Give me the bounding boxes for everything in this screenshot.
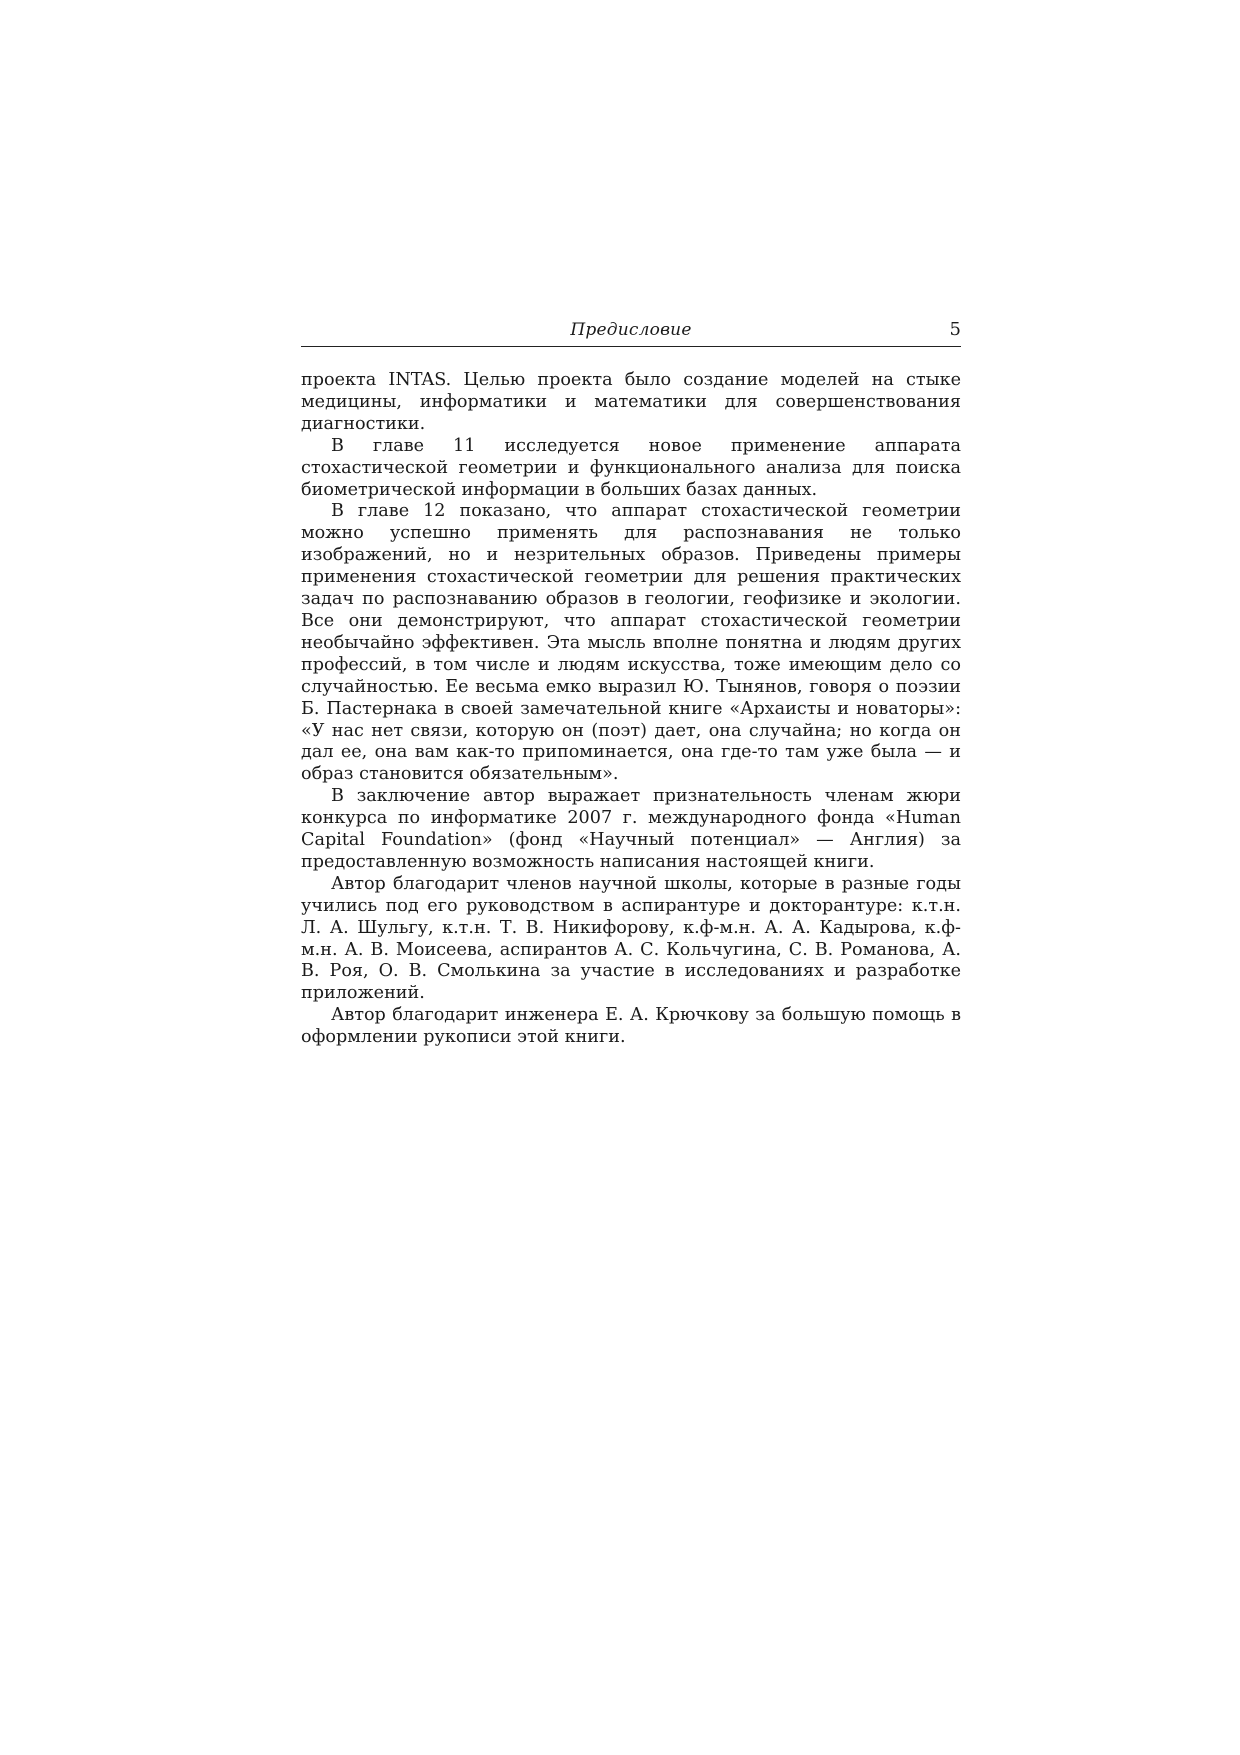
paragraph-chapter-11: В главе 11 исследуется новое применение аппарата стохастической геометрии и функционального анализа для поиска биометрической информации в больших базах данных. (301, 435, 961, 500)
page-header (301, 318, 961, 347)
paragraph-acknowledgment-school: Автор благодарит членов научной школы, которые в разные годы учились под его руководством в аспирантуре и докторантуре: к.т.н. Л. А. Шульгу, к.т.н. Т. В. Никифорову, к.ф-м.н. А. А. Кадырова, к.ф-м.н. А. В. Моисеева, аспирантов А. С. Кольчугина, С. В. Романова, А. В. Роя, О. В. Смолькина за участие в исследованиях и разработке приложений. (301, 873, 961, 1004)
paragraph-chapter-12: В главе 12 показано, что аппарат стохастической геометрии можно успешно применять для распознавания не только изображений, но и незрительных образов. Приведены примеры применения стохастической геометрии для решения практических задач по распознаванию образов в геологии, геофизике и экологии. Все они демонстрируют, что аппарат стохастической геометрии необычайно эффективен. Эта мысль вполне понятна и людям других профессий, в том числе и людям искусства, тоже имеющим дело со случайностью. Ее весьма емко выразил Ю. Тынянов, говоря о поэзии Б. Пастернака в своей замечательной книге «Архаисты и новаторы»: «У нас нет связи, которую он (поэт) дает, она случайна; но когда он дал ее, она вам как-то припоминается, она где-то там уже была — и образ становится обязательным». (301, 501, 961, 785)
running-title: Предисловие (570, 320, 692, 340)
page-number: 5 (949, 319, 961, 340)
paragraph-acknowledgment-engineer: Автор благодарит инженера Е. А. Крючкову за большую помощь в оформлении рукописи этой книги. (301, 1005, 961, 1048)
body-text (301, 370, 961, 1049)
paragraph-continuation: проекта INTAS. Целью проекта было создание моделей на стыке медицины, информатики и математики для совершенствования диагностики. (301, 370, 961, 434)
paragraph-acknowledgment-jury: В заключение автор выражает признательность членам жюри конкурса по информатике 2007 г. международного фонда «Human Capital Foundation» (фонд «Научный потенциал» — Англия) за предоставленную возможность написания настоящей книги. (301, 786, 961, 872)
